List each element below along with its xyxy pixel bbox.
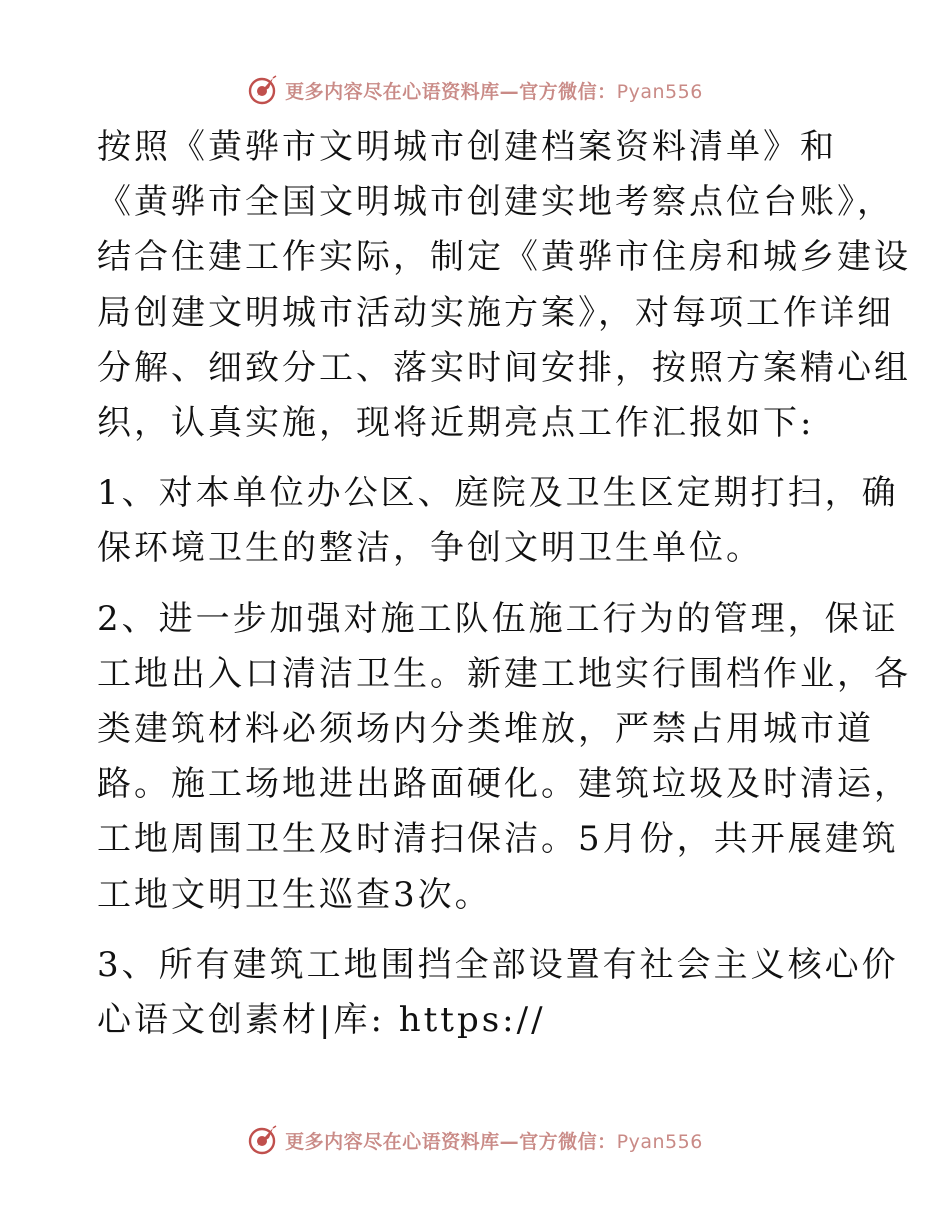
paragraph-item-3 [97,938,899,1048]
footer-banner-content [247,1124,703,1156]
text-line: 路。施工场地进出路面硬化。建筑垃圾及时清运， [97,764,911,805]
text-line: 类建筑材料必须场内分类堆放，严禁占用城市道 [97,709,874,750]
text-line: 工地出入口清洁卫生。新建工地实行围档作业，各 [97,653,911,694]
text-line: 心语文创素材|库: https:// [97,1000,546,1041]
footer-wechat-id: Pyan556 [616,1130,703,1153]
text-line: 3、所有建筑工地围挡全部设置有社会主义核心价 [97,944,899,985]
text-line: 保环境卫生的整洁，争创文明卫生单位。 [97,528,763,569]
text-line: 工地文明卫生巡查3次。 [97,874,492,915]
paragraph-item-1 [97,466,899,576]
text-line: 《黄骅市全国文明城市创建实地考察点位台账》， [97,182,894,223]
text-line: 分解、细致分工、落实时间安排，按照方案精心组 [97,347,911,388]
header-wechat-id: Pyan556 [616,80,703,103]
document-body [97,120,911,1048]
text-line: 工地周围卫生及时清扫保洁。5月份，共开展建筑 [97,819,899,860]
header-banner-content [247,74,703,106]
paragraph-item-2 [97,592,911,923]
text-line: 1、对本单位办公区、庭院及卫生区定期打扫，确 [97,473,899,514]
feather-logo-icon [247,1124,279,1156]
feather-logo-icon [247,74,279,106]
text-line: 2、进一步加强对施工队伍施工行为的管理，保证 [97,598,899,639]
header-banner-text: 更多内容尽在心语资料库—官方微信：Pyan556 [285,80,703,103]
paragraph-intro [97,120,911,451]
text-line: 织，认真实施，现将近期亮点工作汇报如下: [97,403,815,444]
text-line: 结合住建工作实际，制定《黄骅市住房和城乡建设 [97,237,911,278]
footer-banner [0,1120,950,1160]
text-line: 局创建文明城市活动实施方案》，对每项工作详细 [97,292,894,333]
header-banner [0,70,950,110]
footer-banner-text: 更多内容尽在心语资料库—官方微信：Pyan556 [285,1130,703,1153]
text-line: 按照《黄骅市文明城市创建档案资料清单》和 [97,127,837,167]
